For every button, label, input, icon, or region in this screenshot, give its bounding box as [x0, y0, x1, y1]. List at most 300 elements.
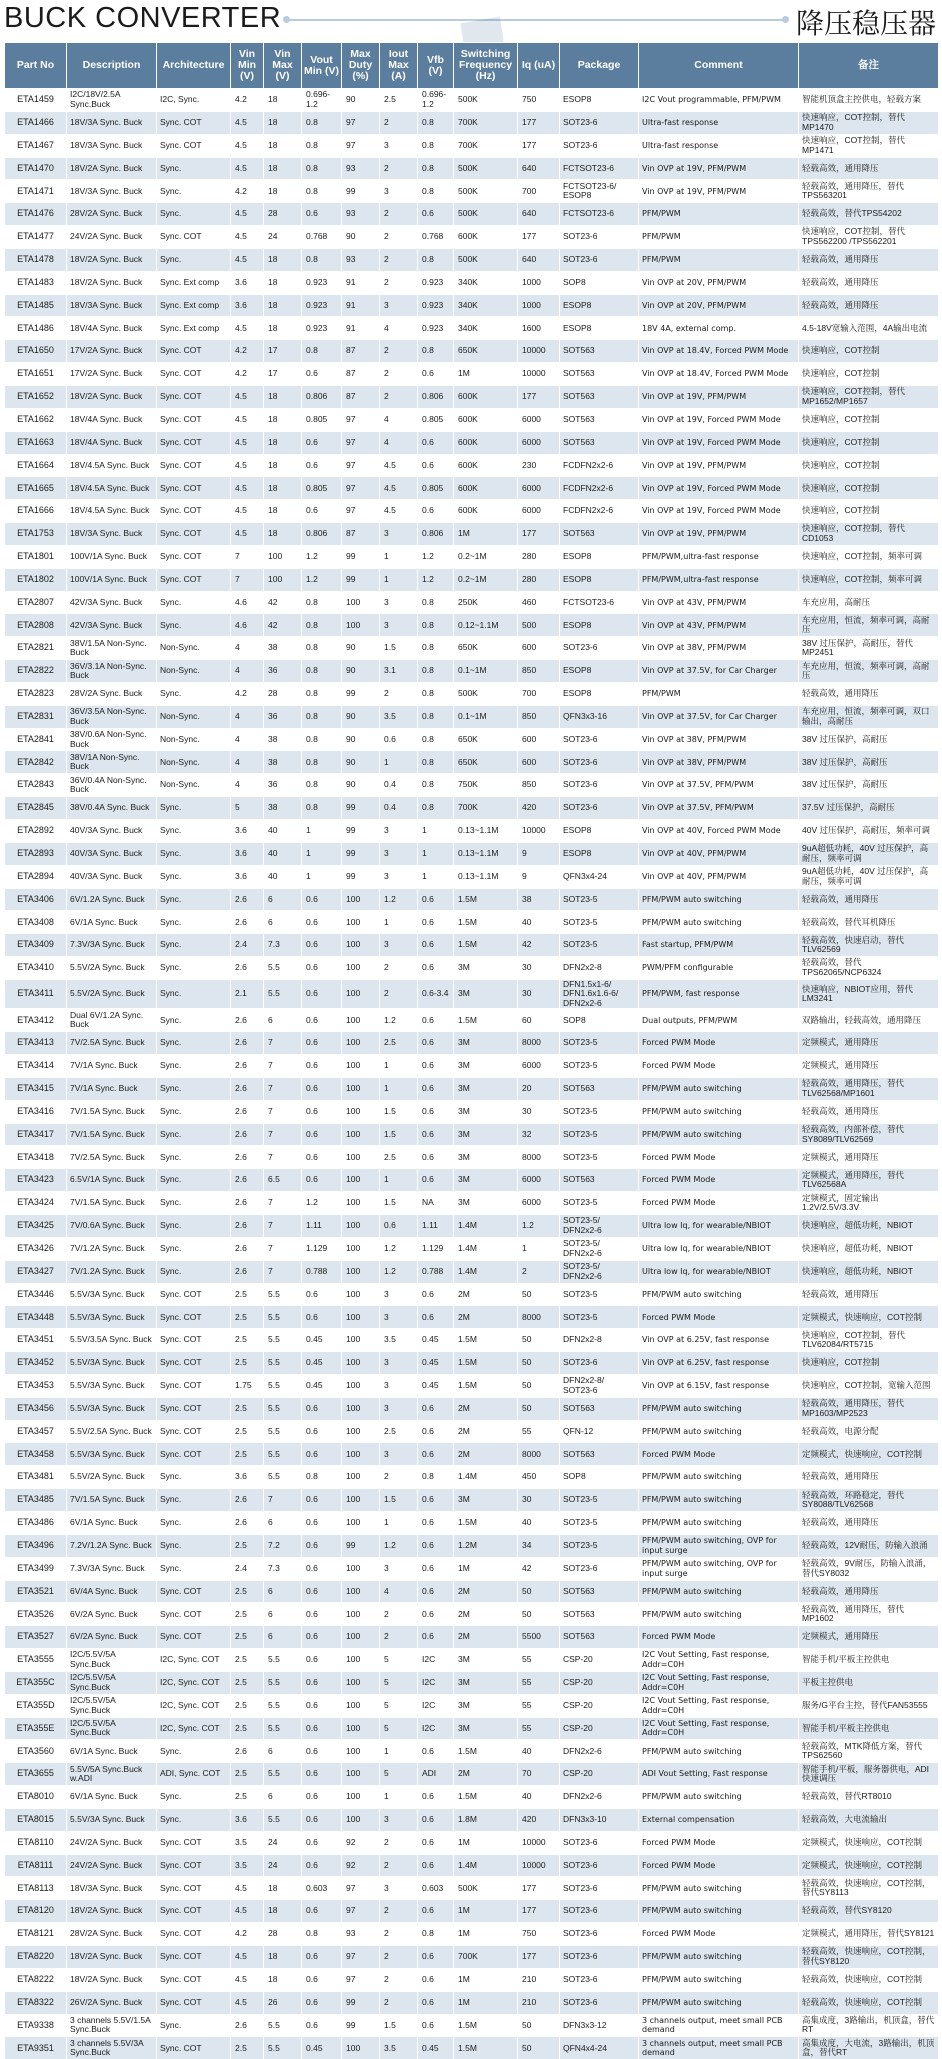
table-cell: 3.6 — [231, 1466, 264, 1489]
table-cell: PFM/PWM — [639, 226, 799, 249]
table-cell: 2.6 — [231, 1169, 264, 1192]
table-row — [5, 888, 939, 911]
table-cell: 4.5 — [231, 1900, 264, 1923]
table-cell: Sync. COT — [157, 363, 231, 386]
table-cell: 0.8 — [418, 774, 454, 797]
table-cell: DFN3x3-12 — [560, 2014, 639, 2037]
part-number-cell: ETA1665 — [5, 477, 67, 500]
table-cell: PFM/PWM — [639, 203, 799, 226]
table-cell: 18V/3A Sync. Buck — [67, 294, 157, 317]
table-cell: 1 — [380, 911, 418, 934]
table-cell: 100 — [342, 1397, 380, 1420]
table-cell: 18 — [264, 1900, 302, 1923]
table-cell: Sync. COT — [157, 1420, 231, 1443]
part-number-cell: ETA1652 — [5, 385, 67, 408]
table-cell: 轻载高效，通用降压，替代TPS563201 — [799, 180, 939, 203]
table-cell: 2M — [454, 1443, 518, 1466]
table-cell: I2C, Sync. COT — [157, 1694, 231, 1717]
table-cell: 10000 — [518, 363, 560, 386]
table-cell: 0.8 — [418, 157, 454, 180]
table-cell: 2 — [380, 957, 418, 980]
table-cell: 0.6 — [418, 888, 454, 911]
part-number-cell: ETA1471 — [5, 180, 67, 203]
table-cell: 2 — [380, 1991, 418, 2014]
table-cell: Vin OVP at 6.25V, fast response — [639, 1352, 799, 1375]
table-cell: 0.806 — [302, 385, 342, 408]
table-cell: 0.6 — [418, 1831, 454, 1854]
table-cell: 0.6 — [418, 1900, 454, 1923]
table-cell: 2.5 — [380, 1420, 418, 1443]
table-cell: 2 — [380, 248, 418, 271]
table-cell: 100 — [342, 1466, 380, 1489]
table-cell: 4 — [231, 774, 264, 797]
table-cell: 4 — [231, 660, 264, 683]
table-cell: 0.806 — [418, 523, 454, 546]
table-cell: Dual outputs, PFM/PWM — [639, 1009, 799, 1032]
table-cell: PFM/PWM auto switching — [639, 1100, 799, 1123]
table-row — [5, 1055, 939, 1078]
table-cell: 轻载高效，快速响应，COT控制 — [799, 1968, 939, 1991]
table-cell: 7 — [264, 1055, 302, 1078]
table-cell: 5.5V/3A Sync. Buck — [67, 1374, 157, 1397]
table-cell: I2C Vout Setting, Fast response, Addr=C0H — [639, 1671, 799, 1694]
table-cell: 1 — [380, 1169, 418, 1192]
table-cell: I2C Vout Setting, Fast response, Addr=C0H — [639, 1649, 799, 1672]
table-cell: 100 — [342, 1329, 380, 1352]
table-cell: 100 — [342, 1649, 380, 1672]
table-cell: 0.8 — [418, 134, 454, 157]
table-cell: Sync. COT — [157, 1991, 231, 2014]
table-cell: 0.1~1M — [454, 705, 518, 728]
table-cell: PWM/PFM configurable — [639, 957, 799, 980]
table-cell: 0.6 — [418, 1283, 454, 1306]
table-cell: 2 — [380, 1626, 418, 1649]
table-cell: 1 — [380, 1055, 418, 1078]
table-cell: 1M — [454, 363, 518, 386]
table-cell: PFM/PWM, fast response — [639, 979, 799, 1009]
table-cell: Ultra-fast response — [639, 134, 799, 157]
table-cell: 轻载高效，MTK降低方案，替代 TPS62560 — [799, 1740, 939, 1763]
table-cell: 1.11 — [418, 1215, 454, 1238]
table-cell: 0.6 — [302, 1991, 342, 2014]
table-row — [5, 820, 939, 843]
table-cell: 38 — [264, 751, 302, 774]
table-row — [5, 705, 939, 728]
table-cell: Sync. — [157, 248, 231, 271]
table-cell: 0.8 — [418, 1466, 454, 1489]
table-cell: 91 — [342, 294, 380, 317]
table-cell: 5.5 — [264, 1374, 302, 1397]
table-row — [5, 408, 939, 431]
column-header: Iout Max (A) — [380, 43, 418, 89]
table-cell: 500K — [454, 1877, 518, 1900]
table-cell: 智能手机/平板主控供电 — [799, 1717, 939, 1740]
table-cell: 轻载高效，替代SY8120 — [799, 1900, 939, 1923]
part-number-cell: ETA2822 — [5, 660, 67, 683]
part-number-cell: ETA3481 — [5, 1466, 67, 1489]
table-cell: 0.8 — [302, 1466, 342, 1489]
table-cell: 38V/1A Non-Sync. Buck — [67, 751, 157, 774]
column-header: 备注 — [799, 43, 939, 89]
table-cell: 1 — [380, 1740, 418, 1763]
table-cell: 7 — [264, 1146, 302, 1169]
table-cell: 轻载高效，通用降压 — [799, 1100, 939, 1123]
table-cell: 50 — [518, 2014, 560, 2037]
table-cell: 30 — [518, 957, 560, 980]
table-cell: 100 — [342, 1283, 380, 1306]
table-cell: FCTSOT23-6/ ESOP8 — [560, 180, 639, 203]
table-cell: I2C, Sync. — [157, 89, 231, 112]
table-cell: 0.6 — [418, 1557, 454, 1580]
table-cell: 5.5V/3.5A Sync. Buck — [67, 1329, 157, 1352]
table-cell: 2M — [454, 1603, 518, 1626]
table-cell: 7 — [264, 1123, 302, 1146]
table-cell: 2.6 — [231, 888, 264, 911]
table-cell: 0.6 — [302, 1077, 342, 1100]
table-cell: 轻载高效，大电流输出 — [799, 1808, 939, 1831]
table-cell: 0.6 — [302, 1443, 342, 1466]
table-cell: 37.5V 过压保护，高耐压 — [799, 797, 939, 820]
table-cell: 91 — [342, 271, 380, 294]
table-cell: SOT23-6 — [560, 1831, 639, 1854]
table-row — [5, 774, 939, 797]
table-cell: 36V/3.5A Non-Sync. Buck — [67, 705, 157, 728]
table-cell: PFM/PWM auto switching — [639, 1991, 799, 2014]
table-cell: 4.5 — [231, 226, 264, 249]
part-number-cell: ETA2807 — [5, 591, 67, 614]
table-cell: 42 — [518, 1557, 560, 1580]
table-cell: Non-Sync. — [157, 660, 231, 683]
table-cell: 轻载高效，通用降压 — [799, 157, 939, 180]
table-cell: 100 — [342, 1626, 380, 1649]
table-cell: 轻载高效，替代TPS62065/NCP6324 — [799, 957, 939, 980]
part-number-cell: ETA3655 — [5, 1763, 67, 1786]
table-cell: 快速响应，COT控制 — [799, 477, 939, 500]
table-cell: 1 — [418, 865, 454, 888]
table-cell: 4.5 — [380, 477, 418, 500]
table-cell: 0.6 — [302, 2014, 342, 2037]
table-cell: 100 — [342, 888, 380, 911]
table-cell: Vin OVP at 19V, Forced PWM Mode — [639, 500, 799, 523]
table-cell: 100 — [264, 545, 302, 568]
table-cell: 0.6 — [418, 1009, 454, 1032]
table-cell: 42 — [518, 934, 560, 957]
table-cell: Sync. — [157, 1740, 231, 1763]
table-cell: Sync. COT — [157, 545, 231, 568]
table-cell: 4 — [231, 751, 264, 774]
table-row — [5, 1626, 939, 1649]
table-cell: 99 — [342, 842, 380, 865]
table-cell: 93 — [342, 248, 380, 271]
table-cell: 99 — [342, 1534, 380, 1557]
table-cell: 18V/2A Sync. Buck — [67, 157, 157, 180]
table-row — [5, 431, 939, 454]
table-cell: 97 — [342, 1900, 380, 1923]
table-cell: 快速响应，超低功耗，NBIOT — [799, 1215, 939, 1238]
table-cell: Vin OVP at 19V, PFM/PWM — [639, 454, 799, 477]
table-cell: 5.5V/3A Sync. Buck — [67, 1808, 157, 1831]
table-cell: 1M — [454, 1991, 518, 2014]
table-cell: 0.6 — [302, 1694, 342, 1717]
table-cell: 500 — [518, 614, 560, 637]
table-cell: 3 — [380, 1808, 418, 1831]
table-cell: CSP-20 — [560, 1763, 639, 1786]
table-cell: 0.8 — [418, 180, 454, 203]
part-number-cell: ETA3410 — [5, 957, 67, 980]
table-cell: 24V/2A Sync. Buck — [67, 226, 157, 249]
table-cell: 99 — [342, 568, 380, 591]
part-number-cell: ETA1664 — [5, 454, 67, 477]
table-cell: 177 — [518, 385, 560, 408]
table-cell: 7.3 — [264, 1557, 302, 1580]
table-cell: 4.5 — [380, 500, 418, 523]
table-cell: 轻载高效，通用降压 — [799, 1580, 939, 1603]
table-cell: 快速响应，COT控制 — [799, 340, 939, 363]
table-cell: 2M — [454, 1763, 518, 1786]
table-cell: I2C, Sync. COT — [157, 1671, 231, 1694]
table-cell: 0.805 — [418, 408, 454, 431]
table-cell: SOT23-5 — [560, 1534, 639, 1557]
table-cell: SOT563 — [560, 1603, 639, 1626]
column-header: Vfb (V) — [418, 43, 454, 89]
table-cell: 快速响应，COT控制，宽输入范围 — [799, 1374, 939, 1397]
table-cell: 0.6 — [418, 1443, 454, 1466]
table-cell: 0.923 — [302, 294, 342, 317]
part-number-cell: ETA2894 — [5, 865, 67, 888]
part-number-cell: ETA8220 — [5, 1946, 67, 1969]
table-cell: 0.45 — [302, 1374, 342, 1397]
table-cell: 5.5 — [264, 1717, 302, 1740]
table-cell: 车充应用，恒流，频率可调，双口输出，高耐压 — [799, 705, 939, 728]
table-cell: 1M — [454, 523, 518, 546]
table-cell: 18 — [264, 385, 302, 408]
table-cell: 4 — [380, 431, 418, 454]
table-cell: 55 — [518, 1649, 560, 1672]
table-cell: Forced PWM Mode — [639, 1192, 799, 1215]
table-cell: 97 — [342, 477, 380, 500]
table-cell: 24V/2A Sync. Buck — [67, 1831, 157, 1854]
table-row — [5, 294, 939, 317]
table-cell: 轻载高效，通用降压 — [799, 888, 939, 911]
table-cell: 38V/0.4A Sync. Buck — [67, 797, 157, 820]
table-cell: 97 — [342, 454, 380, 477]
table-cell: 7V/1.2A Sync. Buck — [67, 1260, 157, 1283]
table-cell: 100 — [264, 568, 302, 591]
table-cell: 3.5 — [380, 705, 418, 728]
table-cell: 0.6 — [380, 1215, 418, 1238]
table-row — [5, 271, 939, 294]
table-cell: 18 — [264, 477, 302, 500]
table-cell: PFM/PWM auto switching — [639, 888, 799, 911]
table-cell: 0.6 — [302, 1146, 342, 1169]
table-cell: SOT23-6 — [560, 1877, 639, 1900]
table-cell: 18 — [264, 248, 302, 271]
table-cell: Vin OVP at 43V, PFM/PWM — [639, 614, 799, 637]
table-cell: 100 — [342, 1215, 380, 1238]
table-cell: 420 — [518, 1808, 560, 1831]
table-cell: 1.5M — [454, 934, 518, 957]
table-cell: Sync. — [157, 1192, 231, 1215]
table-cell: 6 — [264, 1009, 302, 1032]
table-cell: 轻载高效，通用降压 — [799, 1466, 939, 1489]
table-cell: 90 — [342, 89, 380, 112]
table-cell: SOP8 — [560, 271, 639, 294]
table-cell: 38V 过压保护，高耐压 — [799, 751, 939, 774]
table-cell: Vin OVP at 19V, Forced PWM Mode — [639, 408, 799, 431]
page-header — [0, 0, 942, 40]
table-cell: 2 — [380, 1466, 418, 1489]
table-cell: Sync. — [157, 591, 231, 614]
table-cell: 2.6 — [231, 1237, 264, 1260]
table-cell: 0.6 — [302, 1100, 342, 1123]
table-cell: 42V/3A Sync. Buck — [67, 614, 157, 637]
table-cell: Vin OVP at 37.5V, for Car Charger — [639, 705, 799, 728]
table-cell: 2M — [454, 1306, 518, 1329]
table-cell: 177 — [518, 523, 560, 546]
table-cell: 4.2 — [231, 89, 264, 112]
part-number-cell: ETA8121 — [5, 1923, 67, 1946]
table-cell: Sync. — [157, 1786, 231, 1809]
table-cell: 3 — [380, 591, 418, 614]
table-cell: 轻载高效，内部补偿，替代SY8089/TLV62569 — [799, 1123, 939, 1146]
table-cell: 18V/2A Sync. Buck — [67, 248, 157, 271]
table-cell: 50 — [518, 1329, 560, 1352]
table-cell: 99 — [342, 682, 380, 705]
table-cell: 4 — [380, 1580, 418, 1603]
table-cell: 4.5 — [231, 523, 264, 546]
table-cell: 90 — [342, 660, 380, 683]
table-cell: FCDFN2x2-6 — [560, 477, 639, 500]
table-cell: 0.4 — [380, 797, 418, 820]
table-cell: PFM/PWM auto switching — [639, 1900, 799, 1923]
table-cell: 3 — [380, 865, 418, 888]
table-cell: 0.806 — [302, 523, 342, 546]
table-cell: 定频模式，固定输出1.2V/2.5V/3.3V — [799, 1192, 939, 1215]
table-cell: 0.45 — [418, 1374, 454, 1397]
table-cell: 定频模式，快速响应，COT控制 — [799, 1854, 939, 1877]
table-cell: 20 — [518, 1077, 560, 1100]
table-cell: ESOP8 — [560, 317, 639, 340]
table-cell: 7 — [264, 1260, 302, 1283]
table-cell: 30 — [518, 1489, 560, 1512]
table-cell: Sync. — [157, 1009, 231, 1032]
table-cell: Sync. — [157, 1123, 231, 1146]
column-header: Comment — [639, 43, 799, 89]
table-cell: I2C/5.5V/5A Sync.Buck — [67, 1717, 157, 1740]
table-cell: 34 — [518, 1534, 560, 1557]
table-cell: 177 — [518, 111, 560, 134]
table-cell: FCTSOT23-6 — [560, 591, 639, 614]
table-cell: 1.5M — [454, 888, 518, 911]
table-cell: SOT23-6 — [560, 1991, 639, 2014]
table-cell: 97 — [342, 1946, 380, 1969]
part-number-cell: ETA3427 — [5, 1260, 67, 1283]
table-cell: Sync. — [157, 1100, 231, 1123]
table-cell: 177 — [518, 226, 560, 249]
table-cell: 1.5 — [380, 637, 418, 660]
table-cell: 3.6 — [231, 820, 264, 843]
table-cell: 2M — [454, 1580, 518, 1603]
table-cell: 轻载高效，通用降压 — [799, 1511, 939, 1534]
table-cell: SOT23-5 — [560, 1100, 639, 1123]
part-number-cell: ETA3456 — [5, 1397, 67, 1420]
table-cell: 1.75 — [231, 1374, 264, 1397]
table-cell: Forced PWM Mode — [639, 1923, 799, 1946]
table-cell: 100 — [342, 934, 380, 957]
table-cell: 100 — [342, 1374, 380, 1397]
table-cell: CSP-20 — [560, 1649, 639, 1672]
table-row — [5, 751, 939, 774]
table-cell: 轻载高效，电源分配 — [799, 1420, 939, 1443]
table-cell: Sync. — [157, 1808, 231, 1831]
table-cell: 650K — [454, 728, 518, 751]
table-row — [5, 979, 939, 1009]
table-cell: 3M — [454, 1649, 518, 1672]
table-row — [5, 1466, 939, 1489]
table-cell: 5.5 — [264, 1420, 302, 1443]
column-header: Iq (uA) — [518, 43, 560, 89]
table-cell: 0.45 — [302, 2037, 342, 2059]
table-cell: 5.5 — [264, 1329, 302, 1352]
table-cell: 18 — [264, 111, 302, 134]
table-cell: 750K — [454, 774, 518, 797]
page-title: BUCK CONVERTER — [4, 2, 282, 34]
table-cell: 轻载高效，替代TPS54202 — [799, 203, 939, 226]
table-cell: 92 — [342, 1831, 380, 1854]
table-cell: SOT23-5 — [560, 1032, 639, 1055]
table-cell: FCTSOT23-6 — [560, 157, 639, 180]
table-cell: 55 — [518, 1671, 560, 1694]
table-cell: 7.3 — [264, 934, 302, 957]
table-cell: 600 — [518, 728, 560, 751]
table-cell: Forced PWM Mode — [639, 1626, 799, 1649]
table-cell: 4 — [380, 317, 418, 340]
table-cell: 2.5 — [231, 1580, 264, 1603]
table-cell: Sync. — [157, 1215, 231, 1238]
table-cell: Sync. — [157, 842, 231, 865]
column-header: Vin Min (V) — [231, 43, 264, 89]
table-cell: 0.8 — [418, 1923, 454, 1946]
table-cell: 1.5 — [380, 1489, 418, 1512]
table-cell: 3M — [454, 1077, 518, 1100]
table-cell: 0.6 — [380, 728, 418, 751]
table-cell: 97 — [342, 1968, 380, 1991]
table-cell: 50 — [518, 1580, 560, 1603]
table-row — [5, 1352, 939, 1375]
table-cell: PFM/PWM auto switching — [639, 1740, 799, 1763]
part-number-cell: ETA2841 — [5, 728, 67, 751]
table-cell: 6V/1A Sync. Buck — [67, 911, 157, 934]
table-cell: 6 — [264, 1786, 302, 1809]
table-cell: 2.5 — [231, 1397, 264, 1420]
table-cell: 99 — [342, 797, 380, 820]
table-cell: 快速响应，COT控制，频率可调 — [799, 568, 939, 591]
table-cell: 0.45 — [418, 2037, 454, 2059]
table-cell: 快速响应，超低功耗，NBIOT — [799, 1237, 939, 1260]
table-cell: 0.6 — [302, 979, 342, 1009]
table-cell: 0.8 — [302, 180, 342, 203]
table-cell: 32 — [518, 1123, 560, 1146]
table-row — [5, 1808, 939, 1831]
table-cell: 5.5V/2.5A Sync. Buck — [67, 1420, 157, 1443]
table-cell: Sync. COT — [157, 431, 231, 454]
table-cell: 640 — [518, 248, 560, 271]
table-cell: 100 — [342, 1443, 380, 1466]
table-cell: 1.11 — [302, 1215, 342, 1238]
table-cell: 2.6 — [231, 1260, 264, 1283]
table-cell: 100 — [342, 1671, 380, 1694]
table-cell: 0.45 — [302, 1329, 342, 1352]
